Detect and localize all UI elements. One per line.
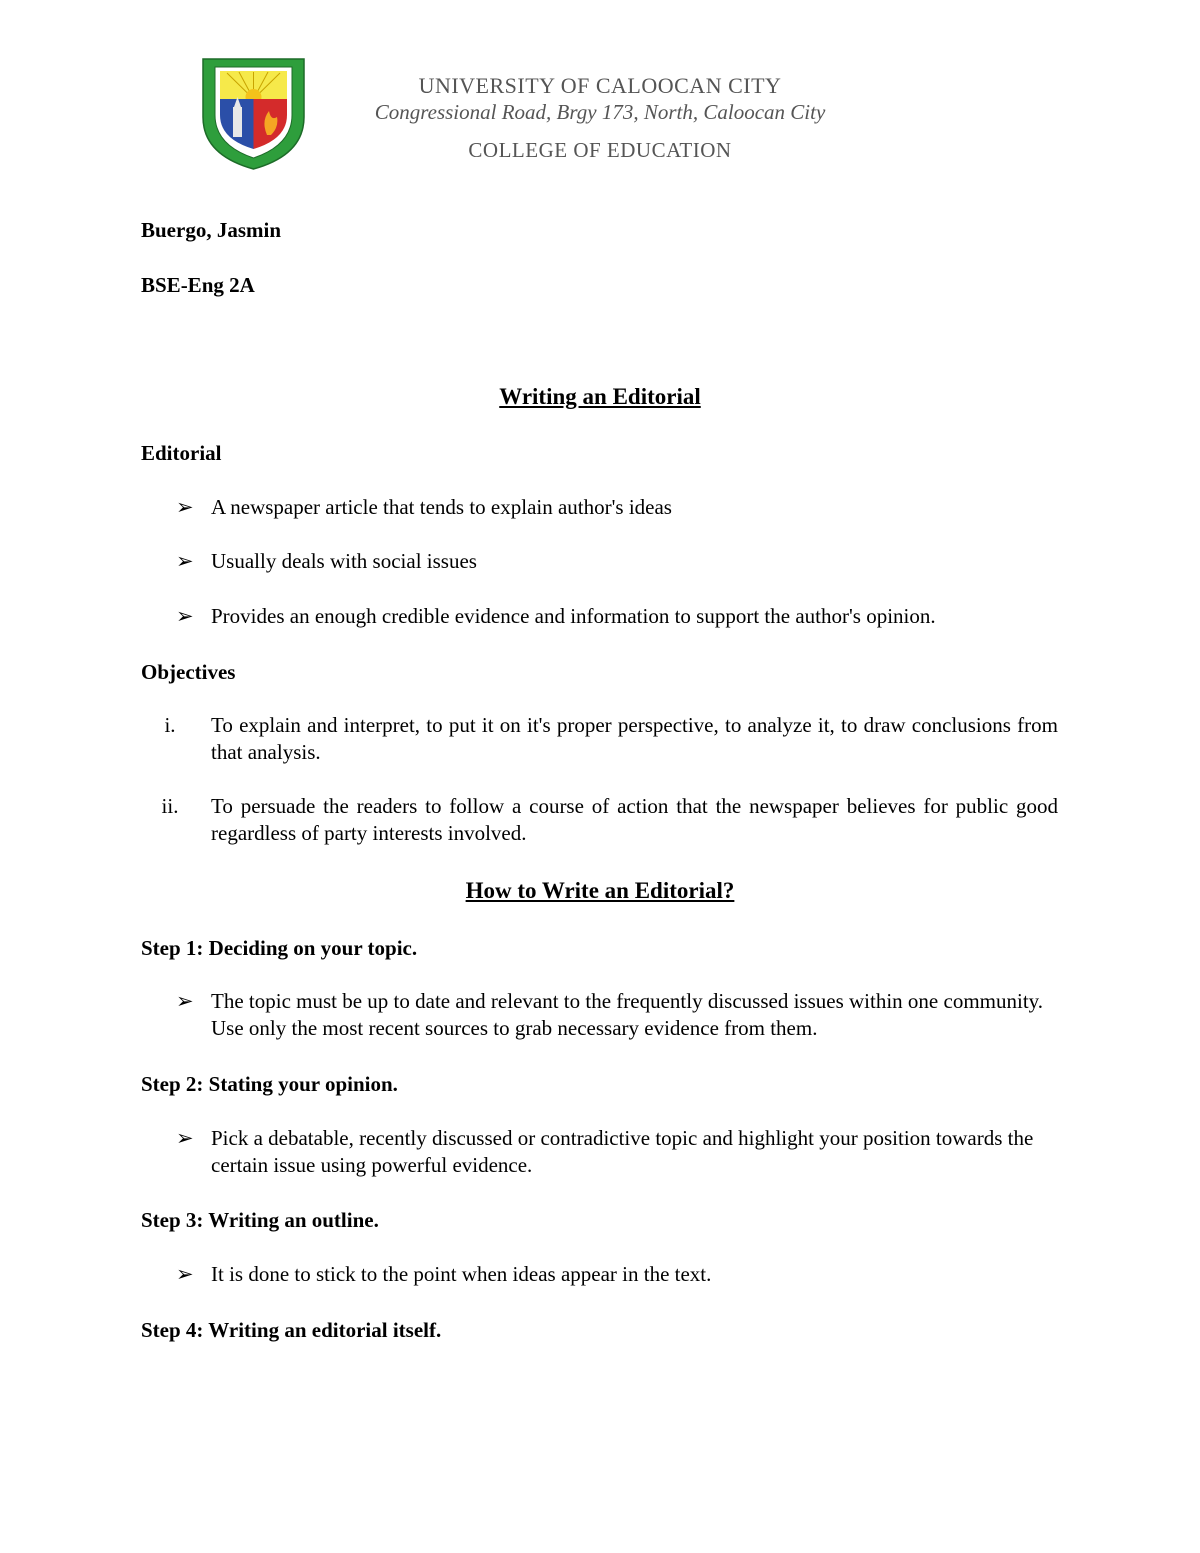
roman-numeral: ii. [161,794,179,818]
college-name: COLLEGE OF EDUCATION [468,138,732,162]
step-heading: Step 3: Writing an outline. [141,1208,379,1232]
objective-text: To persuade the readers to follow a course of action that the newspaper believes for public good regardless of party interests involved. [211,794,1058,845]
bullet-text: Usually deals with social issues [211,549,477,573]
arrow-bullet-icon: ➢ [176,1126,194,1150]
roman-numeral: i. [164,713,176,737]
university-name: UNIVERSITY OF CALOOCAN CITY [418,73,782,98]
step-heading: Step 4: Writing an editorial itself. [141,1318,442,1342]
arrow-bullet-icon: ➢ [176,549,194,573]
arrow-bullet-icon: ➢ [176,495,194,519]
bullet-text: The topic must be up to date and relevant to the frequently discussed issues within one community. Use only the most recent sources to grab necessary evidence from them. [211,989,1044,1040]
student-name: Buergo, Jasmin [141,218,282,242]
list-item [176,1125,1056,1179]
step-heading: Step 2: Stating your opinion. [141,1072,398,1096]
arrow-bullet-icon: ➢ [176,1262,194,1286]
arrow-bullet-icon: ➢ [176,989,194,1013]
objective-text: To explain and interpret, to put it on it's proper perspective, to analyze it, to draw conclusions from that analysis. [211,713,1058,764]
list-item [176,988,1056,1042]
objectives-heading: Objectives [141,660,236,684]
bullet-text: A newspaper article that tends to explain author's ideas [211,495,672,519]
main-title: Writing an Editorial [499,384,701,409]
list-item [176,1261,1056,1288]
bullet-text: Pick a debatable, recently discussed or contradictive topic and highlight your position towards the certain issue using powerful evidence. [211,1126,1034,1177]
step-heading: Step 1: Deciding on your topic. [141,936,418,960]
bullet-text: Provides an enough credible evidence and information to support the author's opinion. [211,604,936,628]
arrow-bullet-icon: ➢ [176,604,194,628]
bullet-text: It is done to stick to the point when ideas appear in the text. [211,1262,712,1286]
list-item [176,603,1056,630]
list-item [140,793,1058,847]
student-section: BSE-Eng 2A [141,273,255,297]
editorial-heading: Editorial [141,441,222,465]
university-address: Congressional Road, Brgy 173, North, Caloocan City [374,100,826,124]
howto-title: How to Write an Editorial? [465,878,735,903]
list-item [176,494,1056,521]
list-item [176,548,1056,575]
list-item [140,712,1058,766]
